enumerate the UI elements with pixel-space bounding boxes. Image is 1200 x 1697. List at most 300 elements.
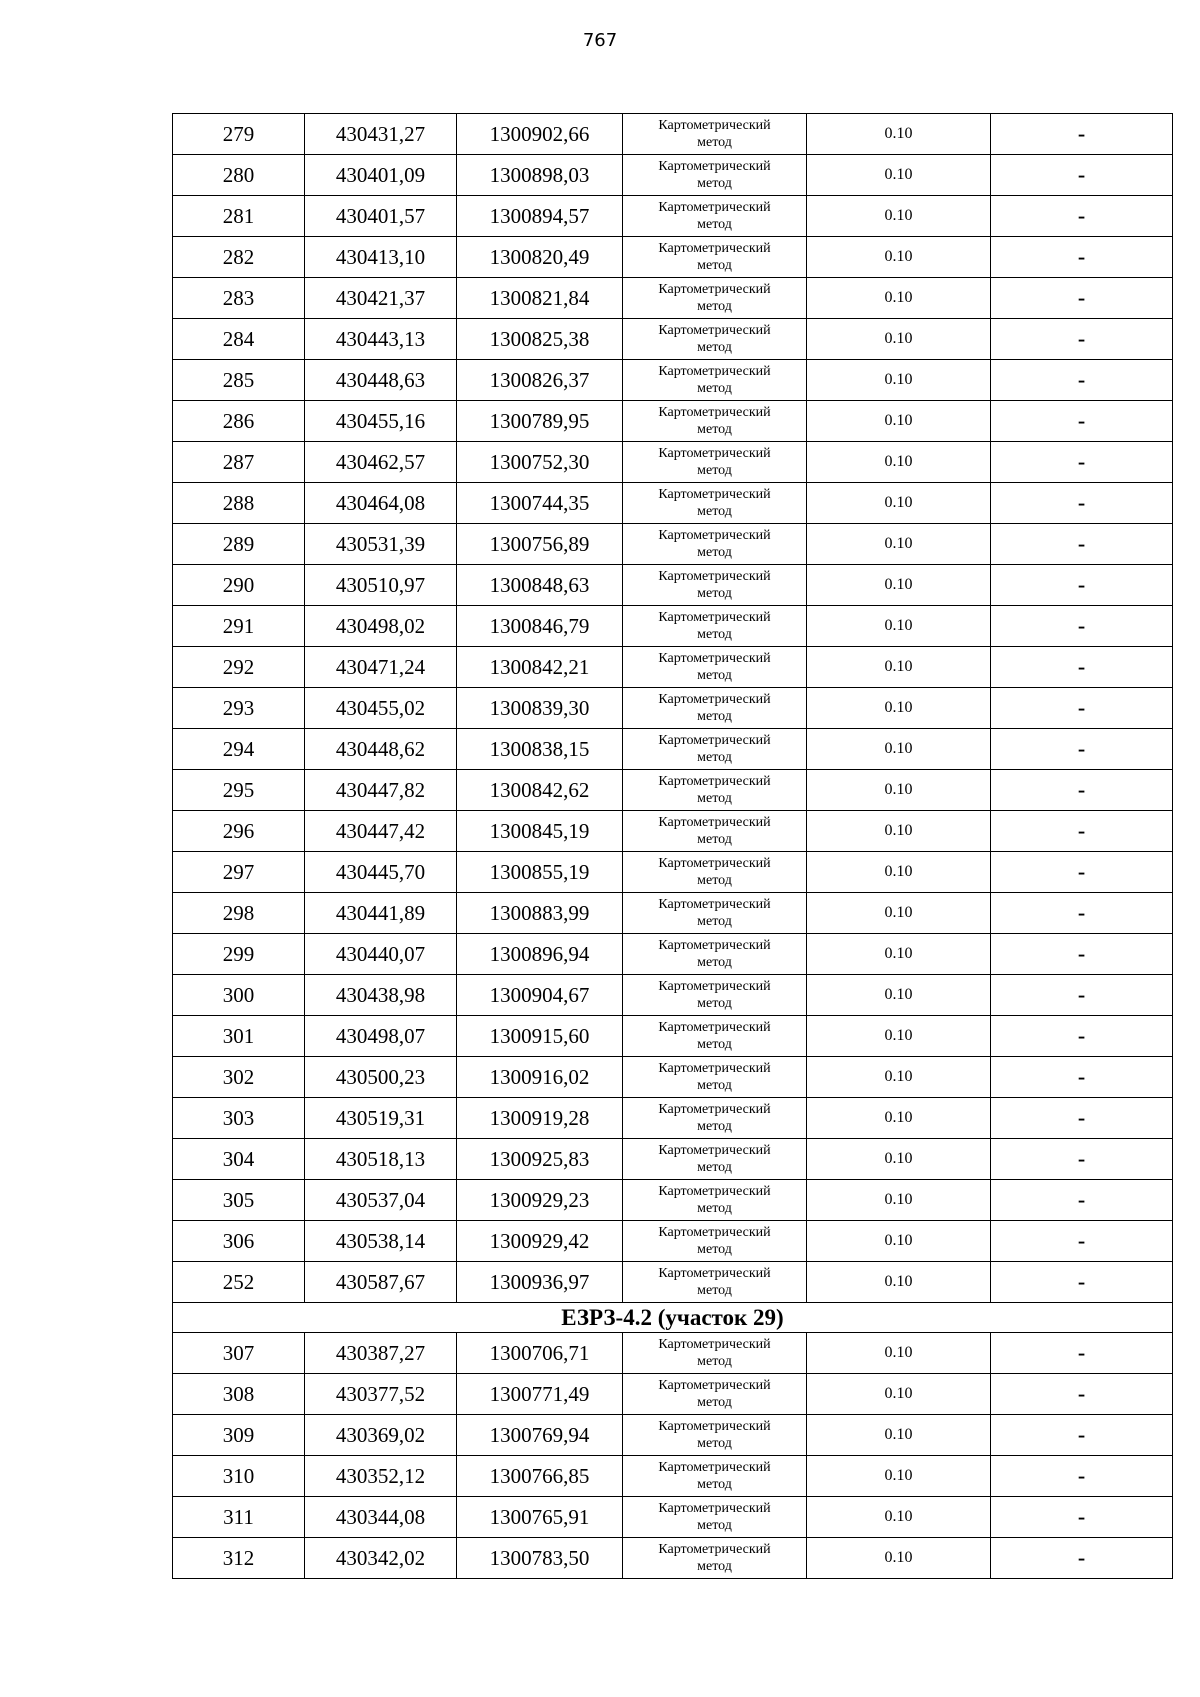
method-cell <box>623 893 807 934</box>
description-cell: - <box>991 1180 1173 1221</box>
method-cell <box>623 811 807 852</box>
x-coordinate-cell: 430518,13 <box>305 1139 457 1180</box>
method-line2: метод <box>697 996 732 1011</box>
point-number-cell: 302 <box>173 1057 305 1098</box>
description-cell: - <box>991 565 1173 606</box>
method-line1: Картометрический <box>658 528 771 543</box>
description-cell: - <box>991 442 1173 483</box>
description-cell: - <box>991 934 1173 975</box>
method-line1: Картометрический <box>658 1419 771 1434</box>
point-number-cell: 290 <box>173 565 305 606</box>
method-cell <box>623 1098 807 1139</box>
description-cell: - <box>991 1374 1173 1415</box>
table-row <box>173 647 1173 688</box>
method-line1: Картометрический <box>658 405 771 420</box>
y-coordinate-cell: 1300929,23 <box>457 1180 623 1221</box>
x-coordinate-cell: 430531,39 <box>305 524 457 565</box>
method-cell <box>623 647 807 688</box>
x-coordinate-cell: 430377,52 <box>305 1374 457 1415</box>
accuracy-cell: 0.10 <box>807 196 991 237</box>
section-header-row <box>173 1303 1173 1333</box>
table-row <box>173 1538 1173 1579</box>
point-number-cell: 300 <box>173 975 305 1016</box>
description-cell: - <box>991 237 1173 278</box>
method-cell <box>623 770 807 811</box>
table-row <box>173 196 1173 237</box>
y-coordinate-cell: 1300919,28 <box>457 1098 623 1139</box>
method-line1: Картометрический <box>658 1266 771 1281</box>
point-number-cell: 286 <box>173 401 305 442</box>
method-line2: метод <box>697 1395 732 1410</box>
y-coordinate-cell: 1300925,83 <box>457 1139 623 1180</box>
method-line2: метод <box>697 1242 732 1257</box>
accuracy-cell: 0.10 <box>807 1098 991 1139</box>
description-cell: - <box>991 729 1173 770</box>
point-number-cell: 284 <box>173 319 305 360</box>
method-cell <box>623 360 807 401</box>
method-line2: метод <box>697 750 732 765</box>
accuracy-cell: 0.10 <box>807 647 991 688</box>
y-coordinate-cell: 1300855,19 <box>457 852 623 893</box>
method-line2: метод <box>697 791 732 806</box>
method-line2: метод <box>697 1518 732 1533</box>
y-coordinate-cell: 1300846,79 <box>457 606 623 647</box>
method-line2: метод <box>697 1119 732 1134</box>
point-number-cell: 311 <box>173 1497 305 1538</box>
table-row <box>173 401 1173 442</box>
method-cell <box>623 975 807 1016</box>
y-coordinate-cell: 1300789,95 <box>457 401 623 442</box>
method-cell <box>623 729 807 770</box>
method-line2: метод <box>697 1559 732 1574</box>
method-line1: Картометрический <box>658 979 771 994</box>
method-cell <box>623 565 807 606</box>
point-number-cell: 306 <box>173 1221 305 1262</box>
method-cell <box>623 1333 807 1374</box>
description-cell: - <box>991 196 1173 237</box>
table-row <box>173 893 1173 934</box>
point-number-cell: 310 <box>173 1456 305 1497</box>
point-number-cell: 292 <box>173 647 305 688</box>
x-coordinate-cell: 430413,10 <box>305 237 457 278</box>
table-row <box>173 1333 1173 1374</box>
y-coordinate-cell: 1300883,99 <box>457 893 623 934</box>
method-line2: метод <box>697 1436 732 1451</box>
point-number-cell: 305 <box>173 1180 305 1221</box>
accuracy-cell: 0.10 <box>807 1262 991 1303</box>
accuracy-cell: 0.10 <box>807 237 991 278</box>
method-line2: метод <box>697 217 732 232</box>
method-line1: Картометрический <box>658 1143 771 1158</box>
accuracy-cell: 0.10 <box>807 770 991 811</box>
point-number-cell: 291 <box>173 606 305 647</box>
method-line2: метод <box>697 709 732 724</box>
method-line1: Картометрический <box>658 323 771 338</box>
method-line1: Картометрический <box>658 1102 771 1117</box>
method-line1: Картометрический <box>658 241 771 256</box>
method-line2: метод <box>697 1477 732 1492</box>
accuracy-cell: 0.10 <box>807 1057 991 1098</box>
x-coordinate-cell: 430401,09 <box>305 155 457 196</box>
description-cell: - <box>991 1415 1173 1456</box>
method-line1: Картометрический <box>658 856 771 871</box>
description-cell: - <box>991 1139 1173 1180</box>
method-line2: метод <box>697 586 732 601</box>
x-coordinate-cell: 430538,14 <box>305 1221 457 1262</box>
accuracy-cell: 0.10 <box>807 1221 991 1262</box>
point-number-cell: 297 <box>173 852 305 893</box>
y-coordinate-cell: 1300821,84 <box>457 278 623 319</box>
method-cell <box>623 1221 807 1262</box>
table-body-top <box>173 114 1173 1303</box>
section-title: ЕЗРЗ-4.2 (участок 29) <box>173 1303 1173 1333</box>
table-row <box>173 319 1173 360</box>
table-row <box>173 1057 1173 1098</box>
description-cell: - <box>991 114 1173 155</box>
method-line2: метод <box>697 668 732 683</box>
method-cell <box>623 196 807 237</box>
method-line2: метод <box>697 422 732 437</box>
y-coordinate-cell: 1300756,89 <box>457 524 623 565</box>
method-line2: метод <box>697 1037 732 1052</box>
y-coordinate-cell: 1300929,42 <box>457 1221 623 1262</box>
method-line1: Картометрический <box>658 159 771 174</box>
description-cell: - <box>991 688 1173 729</box>
y-coordinate-cell: 1300916,02 <box>457 1057 623 1098</box>
accuracy-cell: 0.10 <box>807 565 991 606</box>
point-number-cell: 281 <box>173 196 305 237</box>
method-cell <box>623 237 807 278</box>
x-coordinate-cell: 430441,89 <box>305 893 457 934</box>
y-coordinate-cell: 1300838,15 <box>457 729 623 770</box>
method-cell <box>623 401 807 442</box>
method-line2: метод <box>697 463 732 478</box>
description-cell: - <box>991 1016 1173 1057</box>
method-cell <box>623 1497 807 1538</box>
description-cell: - <box>991 1497 1173 1538</box>
method-cell <box>623 1538 807 1579</box>
point-number-cell: 296 <box>173 811 305 852</box>
accuracy-cell: 0.10 <box>807 155 991 196</box>
y-coordinate-cell: 1300902,66 <box>457 114 623 155</box>
method-cell <box>623 934 807 975</box>
table-row <box>173 606 1173 647</box>
method-line2: метод <box>697 504 732 519</box>
method-cell <box>623 155 807 196</box>
y-coordinate-cell: 1300706,71 <box>457 1333 623 1374</box>
method-line1: Картометрический <box>658 282 771 297</box>
point-number-cell: 303 <box>173 1098 305 1139</box>
y-coordinate-cell: 1300842,62 <box>457 770 623 811</box>
y-coordinate-cell: 1300826,37 <box>457 360 623 401</box>
x-coordinate-cell: 430447,82 <box>305 770 457 811</box>
method-line1: Картометрический <box>658 1337 771 1352</box>
method-line2: метод <box>697 955 732 970</box>
description-cell: - <box>991 483 1173 524</box>
table-row <box>173 1180 1173 1221</box>
description-cell: - <box>991 647 1173 688</box>
page-number: 767 <box>582 30 618 51</box>
y-coordinate-cell: 1300898,03 <box>457 155 623 196</box>
x-coordinate-cell: 430498,07 <box>305 1016 457 1057</box>
table-row <box>173 852 1173 893</box>
method-line1: Картометрический <box>658 1020 771 1035</box>
method-cell <box>623 483 807 524</box>
accuracy-cell: 0.10 <box>807 442 991 483</box>
x-coordinate-cell: 430537,04 <box>305 1180 457 1221</box>
point-number-cell: 301 <box>173 1016 305 1057</box>
method-cell <box>623 688 807 729</box>
description-cell: - <box>991 1538 1173 1579</box>
method-line2: метод <box>697 1201 732 1216</box>
accuracy-cell: 0.10 <box>807 1333 991 1374</box>
method-line2: метод <box>697 1354 732 1369</box>
x-coordinate-cell: 430498,02 <box>305 606 457 647</box>
table-row <box>173 811 1173 852</box>
description-cell: - <box>991 770 1173 811</box>
point-number-cell: 294 <box>173 729 305 770</box>
method-line1: Картометрический <box>658 446 771 461</box>
table-row <box>173 114 1173 155</box>
table-row <box>173 688 1173 729</box>
accuracy-cell: 0.10 <box>807 688 991 729</box>
method-cell <box>623 1262 807 1303</box>
accuracy-cell: 0.10 <box>807 1016 991 1057</box>
table-row <box>173 524 1173 565</box>
description-cell: - <box>991 401 1173 442</box>
table-row <box>173 1415 1173 1456</box>
accuracy-cell: 0.10 <box>807 114 991 155</box>
accuracy-cell: 0.10 <box>807 1538 991 1579</box>
y-coordinate-cell: 1300765,91 <box>457 1497 623 1538</box>
accuracy-cell: 0.10 <box>807 934 991 975</box>
accuracy-cell: 0.10 <box>807 524 991 565</box>
accuracy-cell: 0.10 <box>807 360 991 401</box>
method-line2: метод <box>697 258 732 273</box>
x-coordinate-cell: 430500,23 <box>305 1057 457 1098</box>
method-cell <box>623 852 807 893</box>
table-row <box>173 360 1173 401</box>
method-line2: метод <box>697 1160 732 1175</box>
x-coordinate-cell: 430443,13 <box>305 319 457 360</box>
method-line2: метод <box>697 340 732 355</box>
method-line1: Картометрический <box>658 487 771 502</box>
point-number-cell: 308 <box>173 1374 305 1415</box>
table-row <box>173 155 1173 196</box>
description-cell: - <box>991 1057 1173 1098</box>
point-number-cell: 289 <box>173 524 305 565</box>
y-coordinate-cell: 1300839,30 <box>457 688 623 729</box>
point-number-cell: 288 <box>173 483 305 524</box>
table-row <box>173 1262 1173 1303</box>
accuracy-cell: 0.10 <box>807 852 991 893</box>
x-coordinate-cell: 430445,70 <box>305 852 457 893</box>
method-line1: Картометрический <box>658 1378 771 1393</box>
description-cell: - <box>991 893 1173 934</box>
x-coordinate-cell: 430344,08 <box>305 1497 457 1538</box>
method-line1: Картометрический <box>658 610 771 625</box>
description-cell: - <box>991 278 1173 319</box>
y-coordinate-cell: 1300771,49 <box>457 1374 623 1415</box>
x-coordinate-cell: 430455,16 <box>305 401 457 442</box>
method-cell <box>623 114 807 155</box>
x-coordinate-cell: 430447,42 <box>305 811 457 852</box>
method-line1: Картометрический <box>658 897 771 912</box>
point-number-cell: 287 <box>173 442 305 483</box>
method-cell <box>623 606 807 647</box>
table-row <box>173 1497 1173 1538</box>
table-row <box>173 934 1173 975</box>
y-coordinate-cell: 1300845,19 <box>457 811 623 852</box>
method-line1: Картометрический <box>658 1542 771 1557</box>
table-row <box>173 1016 1173 1057</box>
table-row <box>173 1374 1173 1415</box>
accuracy-cell: 0.10 <box>807 811 991 852</box>
x-coordinate-cell: 430587,67 <box>305 1262 457 1303</box>
accuracy-cell: 0.10 <box>807 1180 991 1221</box>
method-line1: Картометрический <box>658 651 771 666</box>
x-coordinate-cell: 430369,02 <box>305 1415 457 1456</box>
method-line1: Картометрический <box>658 200 771 215</box>
x-coordinate-cell: 430342,02 <box>305 1538 457 1579</box>
accuracy-cell: 0.10 <box>807 1139 991 1180</box>
point-number-cell: 283 <box>173 278 305 319</box>
method-cell <box>623 1016 807 1057</box>
point-number-cell: 312 <box>173 1538 305 1579</box>
method-line2: метод <box>697 627 732 642</box>
method-cell <box>623 1139 807 1180</box>
description-cell: - <box>991 1333 1173 1374</box>
y-coordinate-cell: 1300904,67 <box>457 975 623 1016</box>
point-number-cell: 299 <box>173 934 305 975</box>
method-line2: метод <box>697 1078 732 1093</box>
method-line1: Картометрический <box>658 1184 771 1199</box>
method-cell <box>623 1374 807 1415</box>
description-cell: - <box>991 155 1173 196</box>
accuracy-cell: 0.10 <box>807 1415 991 1456</box>
x-coordinate-cell: 430438,98 <box>305 975 457 1016</box>
method-line1: Картометрический <box>658 733 771 748</box>
x-coordinate-cell: 430471,24 <box>305 647 457 688</box>
description-cell: - <box>991 360 1173 401</box>
table-row <box>173 1221 1173 1262</box>
accuracy-cell: 0.10 <box>807 1456 991 1497</box>
table-row <box>173 237 1173 278</box>
y-coordinate-cell: 1300766,85 <box>457 1456 623 1497</box>
method-line1: Картометрический <box>658 692 771 707</box>
method-line1: Картометрический <box>658 1501 771 1516</box>
x-coordinate-cell: 430448,62 <box>305 729 457 770</box>
method-cell <box>623 1415 807 1456</box>
method-line1: Картометрический <box>658 569 771 584</box>
table-row <box>173 975 1173 1016</box>
accuracy-cell: 0.10 <box>807 401 991 442</box>
x-coordinate-cell: 430431,27 <box>305 114 457 155</box>
point-number-cell: 307 <box>173 1333 305 1374</box>
table-row <box>173 483 1173 524</box>
method-line2: метод <box>697 299 732 314</box>
accuracy-cell: 0.10 <box>807 893 991 934</box>
accuracy-cell: 0.10 <box>807 975 991 1016</box>
point-number-cell: 309 <box>173 1415 305 1456</box>
method-line2: метод <box>697 832 732 847</box>
table-row <box>173 278 1173 319</box>
y-coordinate-cell: 1300769,94 <box>457 1415 623 1456</box>
description-cell: - <box>991 975 1173 1016</box>
method-line1: Картометрический <box>658 938 771 953</box>
method-line1: Картометрический <box>658 1061 771 1076</box>
x-coordinate-cell: 430352,12 <box>305 1456 457 1497</box>
x-coordinate-cell: 430440,07 <box>305 934 457 975</box>
accuracy-cell: 0.10 <box>807 1497 991 1538</box>
table-row <box>173 1139 1173 1180</box>
point-number-cell: 282 <box>173 237 305 278</box>
description-cell: - <box>991 811 1173 852</box>
description-cell: - <box>991 524 1173 565</box>
x-coordinate-cell: 430387,27 <box>305 1333 457 1374</box>
method-line2: метод <box>697 1283 732 1298</box>
description-cell: - <box>991 1098 1173 1139</box>
table-body-bottom <box>173 1333 1173 1579</box>
accuracy-cell: 0.10 <box>807 606 991 647</box>
y-coordinate-cell: 1300820,49 <box>457 237 623 278</box>
method-line2: метод <box>697 873 732 888</box>
point-number-cell: 252 <box>173 1262 305 1303</box>
method-cell <box>623 524 807 565</box>
coordinates-table <box>172 113 1173 1579</box>
table-row <box>173 770 1173 811</box>
method-cell <box>623 1456 807 1497</box>
method-line1: Картометрический <box>658 1225 771 1240</box>
x-coordinate-cell: 430448,63 <box>305 360 457 401</box>
y-coordinate-cell: 1300842,21 <box>457 647 623 688</box>
accuracy-cell: 0.10 <box>807 1374 991 1415</box>
accuracy-cell: 0.10 <box>807 278 991 319</box>
description-cell: - <box>991 1221 1173 1262</box>
method-cell <box>623 1057 807 1098</box>
y-coordinate-cell: 1300894,57 <box>457 196 623 237</box>
method-line2: метод <box>697 135 732 150</box>
x-coordinate-cell: 430421,37 <box>305 278 457 319</box>
method-cell <box>623 1180 807 1221</box>
method-line1: Картометрический <box>658 1460 771 1475</box>
method-cell <box>623 442 807 483</box>
description-cell: - <box>991 606 1173 647</box>
point-number-cell: 304 <box>173 1139 305 1180</box>
table-row <box>173 442 1173 483</box>
description-cell: - <box>991 319 1173 360</box>
y-coordinate-cell: 1300783,50 <box>457 1538 623 1579</box>
y-coordinate-cell: 1300744,35 <box>457 483 623 524</box>
point-number-cell: 279 <box>173 114 305 155</box>
method-line2: метод <box>697 545 732 560</box>
table-row <box>173 729 1173 770</box>
x-coordinate-cell: 430401,57 <box>305 196 457 237</box>
method-line1: Картометрический <box>658 364 771 379</box>
method-line1: Картометрический <box>658 815 771 830</box>
point-number-cell: 293 <box>173 688 305 729</box>
y-coordinate-cell: 1300915,60 <box>457 1016 623 1057</box>
method-cell <box>623 278 807 319</box>
x-coordinate-cell: 430455,02 <box>305 688 457 729</box>
y-coordinate-cell: 1300825,38 <box>457 319 623 360</box>
point-number-cell: 295 <box>173 770 305 811</box>
x-coordinate-cell: 430464,08 <box>305 483 457 524</box>
method-line2: метод <box>697 176 732 191</box>
accuracy-cell: 0.10 <box>807 729 991 770</box>
x-coordinate-cell: 430519,31 <box>305 1098 457 1139</box>
table-row <box>173 565 1173 606</box>
